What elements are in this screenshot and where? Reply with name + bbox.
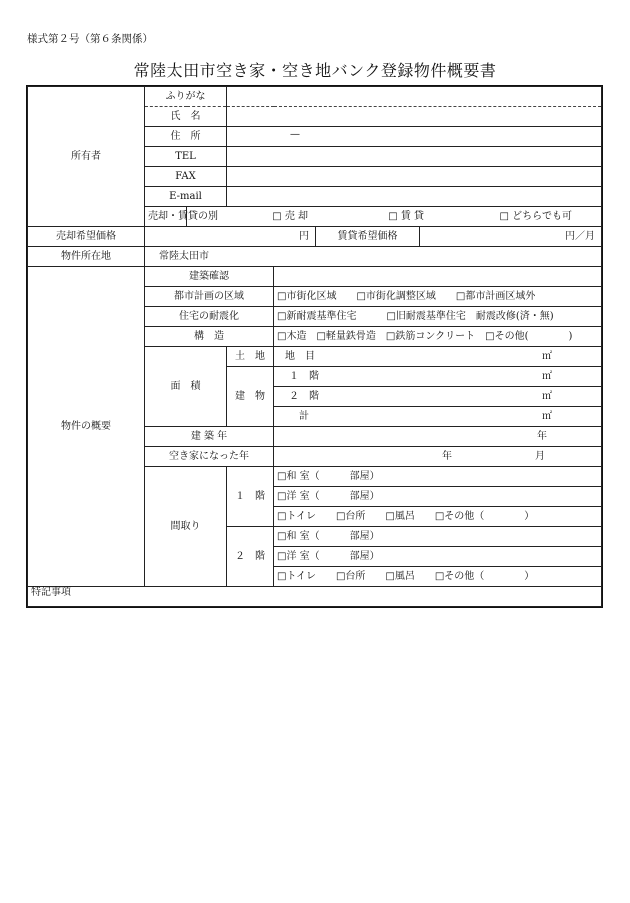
land-category-label: 地 目: [285, 351, 315, 362]
property-summary-table: [27, 86, 602, 607]
floor2-sqm-unit: ㎡: [542, 391, 552, 402]
special-notes-label: 特記事項: [31, 587, 71, 598]
owner-address-field[interactable]: [227, 127, 602, 147]
plan1-bath-checkbox[interactable]: □風呂: [385, 511, 415, 522]
floor1-sqm-unit: ㎡: [542, 371, 552, 382]
rent-price-label: 賃貸希望価格: [315, 227, 420, 246]
built-year-unit: 年: [537, 431, 547, 442]
sale-price-field[interactable]: [145, 231, 315, 242]
floor2-label: ２ 階: [289, 391, 319, 402]
structure-other-checkbox[interactable]: □その他( ): [485, 331, 573, 342]
tel-field[interactable]: [227, 147, 602, 167]
new-seismic-checkbox[interactable]: □新耐震基準住宅: [277, 311, 357, 322]
structure-options: [274, 327, 602, 347]
area-label: 面 積: [145, 347, 227, 427]
light-steel-checkbox[interactable]: □軽量鉄骨造: [316, 331, 376, 342]
plan2-kitchen-checkbox[interactable]: □台所: [335, 571, 366, 582]
tel-label: TEL: [145, 147, 227, 167]
rent-price-field[interactable]: [420, 231, 601, 242]
plan2-western-room[interactable]: □洋 室（ 部屋）: [274, 547, 602, 567]
location-label: 物件所在地: [28, 247, 145, 267]
seismic-options: [274, 307, 602, 327]
overview-section-label: 物件の概要: [28, 267, 145, 587]
zoning-options: [274, 287, 602, 307]
floor1-area-field[interactable]: [274, 367, 602, 387]
rent-price-unit: 円／月: [565, 231, 595, 242]
fax-label: FAX: [145, 167, 227, 187]
vacant-month-unit: 月: [535, 451, 545, 462]
sale-type-options: [187, 207, 602, 227]
owner-name-field[interactable]: [227, 107, 602, 127]
land-label: 土 地: [227, 347, 274, 367]
owner-name-label: 氏 名: [145, 107, 227, 127]
total-label: 計: [299, 411, 309, 422]
zoning-outside-checkbox[interactable]: □都市計画区域外: [455, 291, 536, 302]
built-year-label: 建 築 年: [145, 427, 274, 447]
special-notes-field[interactable]: [28, 587, 602, 607]
vacant-year-unit: 年: [442, 451, 452, 462]
plan1-facilities: [274, 507, 602, 527]
zoning-urbanization-checkbox[interactable]: □市街化区域: [277, 291, 337, 302]
vacant-year-field[interactable]: [274, 447, 602, 467]
rent-option-checkbox[interactable]: □ 賃 貸: [388, 211, 424, 222]
building-label: 建 物: [227, 367, 274, 427]
price-row: [145, 227, 602, 247]
postal-code-mark: —: [290, 129, 300, 140]
plan1-western-room[interactable]: □洋 室（ 部屋）: [274, 487, 602, 507]
document-title: 常陸太田市空き家・空き地バンク登録物件概要書: [133, 61, 497, 80]
email-label: E-mail: [145, 187, 227, 207]
plan2-toilet-checkbox[interactable]: □トイレ: [277, 571, 316, 582]
old-seismic-checkbox[interactable]: □旧耐震基準住宅: [386, 311, 466, 322]
plan2-facilities: [274, 567, 602, 587]
furigana-field[interactable]: [227, 87, 602, 107]
building-confirm-field[interactable]: [274, 267, 602, 287]
sale-price-unit: 円: [299, 231, 309, 242]
plan-floor2-label: ２ 階: [227, 527, 274, 587]
plan1-kitchen-checkbox[interactable]: □台所: [335, 511, 366, 522]
built-year-field[interactable]: [274, 427, 602, 447]
building-confirm-label: 建築確認: [145, 267, 274, 287]
sale-option-checkbox[interactable]: □ 売 却: [272, 211, 308, 222]
plan2-bath-checkbox[interactable]: □風呂: [385, 571, 415, 582]
email-field[interactable]: [227, 187, 602, 207]
location-field[interactable]: 常陸太田市: [145, 247, 602, 267]
total-sqm-unit: ㎡: [542, 411, 552, 422]
land-sqm-unit: ㎡: [542, 351, 552, 362]
plan2-other-checkbox[interactable]: □その他（ ）: [434, 571, 535, 582]
seismic-label: 住宅の耐震化: [145, 307, 274, 327]
wood-checkbox[interactable]: □木造: [277, 331, 307, 342]
zoning-control-checkbox[interactable]: □市街化調整区域: [356, 291, 436, 302]
plan1-toilet-checkbox[interactable]: □トイレ: [277, 511, 316, 522]
form-number: 様式第２号（第６条関係）: [27, 33, 153, 45]
plan2-japanese-room[interactable]: □和 室（ 部屋）: [274, 527, 602, 547]
vacant-year-label: 空き家になった年: [145, 447, 274, 467]
floor-plan-label: 間取り: [145, 467, 227, 587]
either-option-checkbox[interactable]: □ どちらでも可: [499, 211, 572, 222]
sale-type-label: 売却・賃貸の別: [145, 207, 187, 227]
plan1-japanese-room[interactable]: □和 室（ 部屋）: [274, 467, 602, 487]
floor2-area-field[interactable]: [274, 387, 602, 407]
plan-floor1-label: １ 階: [227, 467, 274, 527]
owner-address-label: 住 所: [145, 127, 227, 147]
land-area-field[interactable]: [274, 347, 602, 367]
sale-price-label: 売却希望価格: [28, 227, 145, 247]
seismic-retrofit-text: 耐震改修(済・無): [475, 311, 554, 322]
furigana-label: ふりがな: [145, 87, 227, 107]
total-area-field[interactable]: [274, 407, 602, 427]
floor1-label: １ 階: [289, 371, 319, 382]
fax-field[interactable]: [227, 167, 602, 187]
zoning-label: 都市計画の区域: [145, 287, 274, 307]
plan1-other-checkbox[interactable]: □その他（ ）: [434, 511, 535, 522]
rc-checkbox[interactable]: □鉄筋コンクリート: [385, 331, 476, 342]
structure-label: 構 造: [145, 327, 274, 347]
owner-section-label: 所有者: [28, 87, 145, 227]
